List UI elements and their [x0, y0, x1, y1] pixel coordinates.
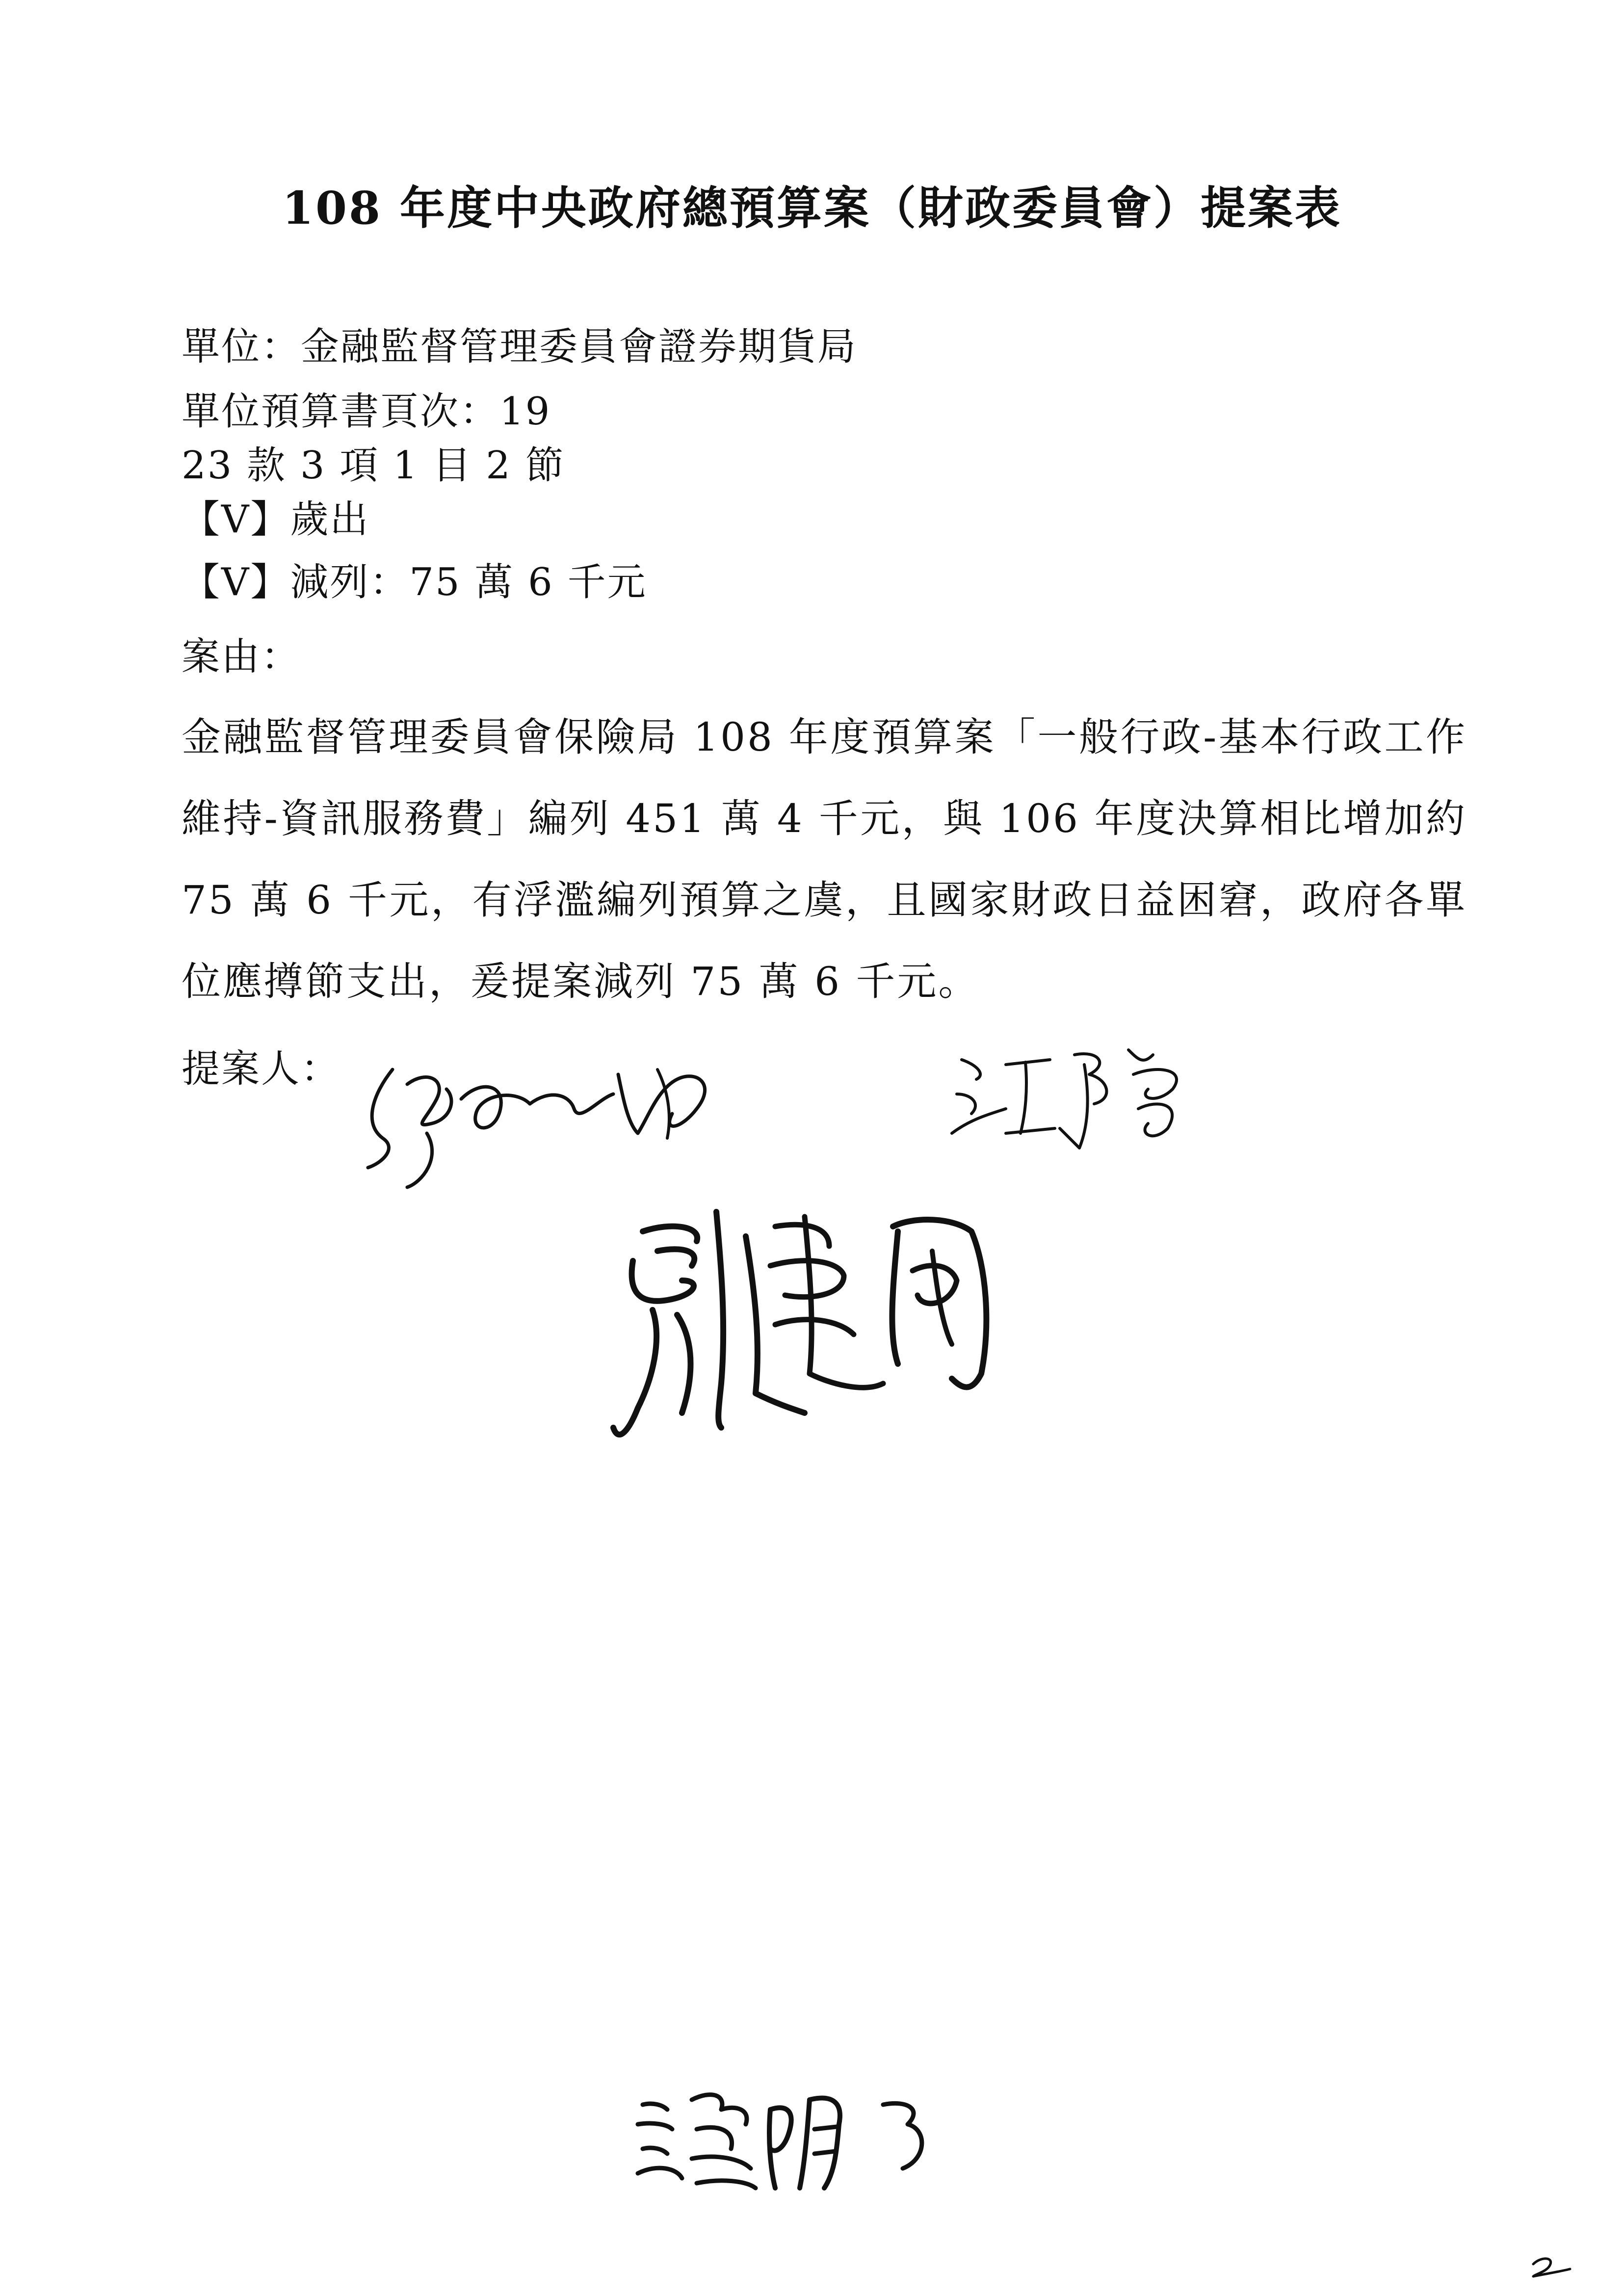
proposer-label: 提案人：: [182, 1047, 341, 1091]
unit-line: 單位：金融監督管理委員會證券期貨局: [182, 325, 858, 369]
expense-checkbox-line: 【V】歲出: [182, 497, 370, 542]
reason-text: 金融監督管理委員會保險局 108 年度預算案「一般行政-基本行政工作維持-資訊服務費」編列 451 萬 4 千元，與 106 年度決算相比增加約 75 萬 6 千元，有浮濫編列預算之虞，且國家財政日益困窘，政府各單位應撙節支出，爰提案減列 75 萬 6 千元。: [182, 714, 1467, 1004]
signature-1: [353, 1040, 756, 1197]
handwritten-note: [628, 2075, 932, 2198]
reduction-line: 【V】減列：75 萬 6 千元: [182, 560, 647, 604]
reason-label: 案由：: [182, 635, 301, 679]
budget-item-line: 23 款 3 項 1 目 2 節: [182, 444, 565, 488]
signature-3: [599, 1197, 1079, 1452]
page-number-mark: [1526, 2252, 1575, 2281]
signature-2: [942, 1035, 1207, 1153]
budget-page-line: 單位預算書頁次：19: [182, 390, 551, 434]
document-title: 108 年度中央政府總預算案（財政委員會）提案表: [282, 182, 1342, 235]
